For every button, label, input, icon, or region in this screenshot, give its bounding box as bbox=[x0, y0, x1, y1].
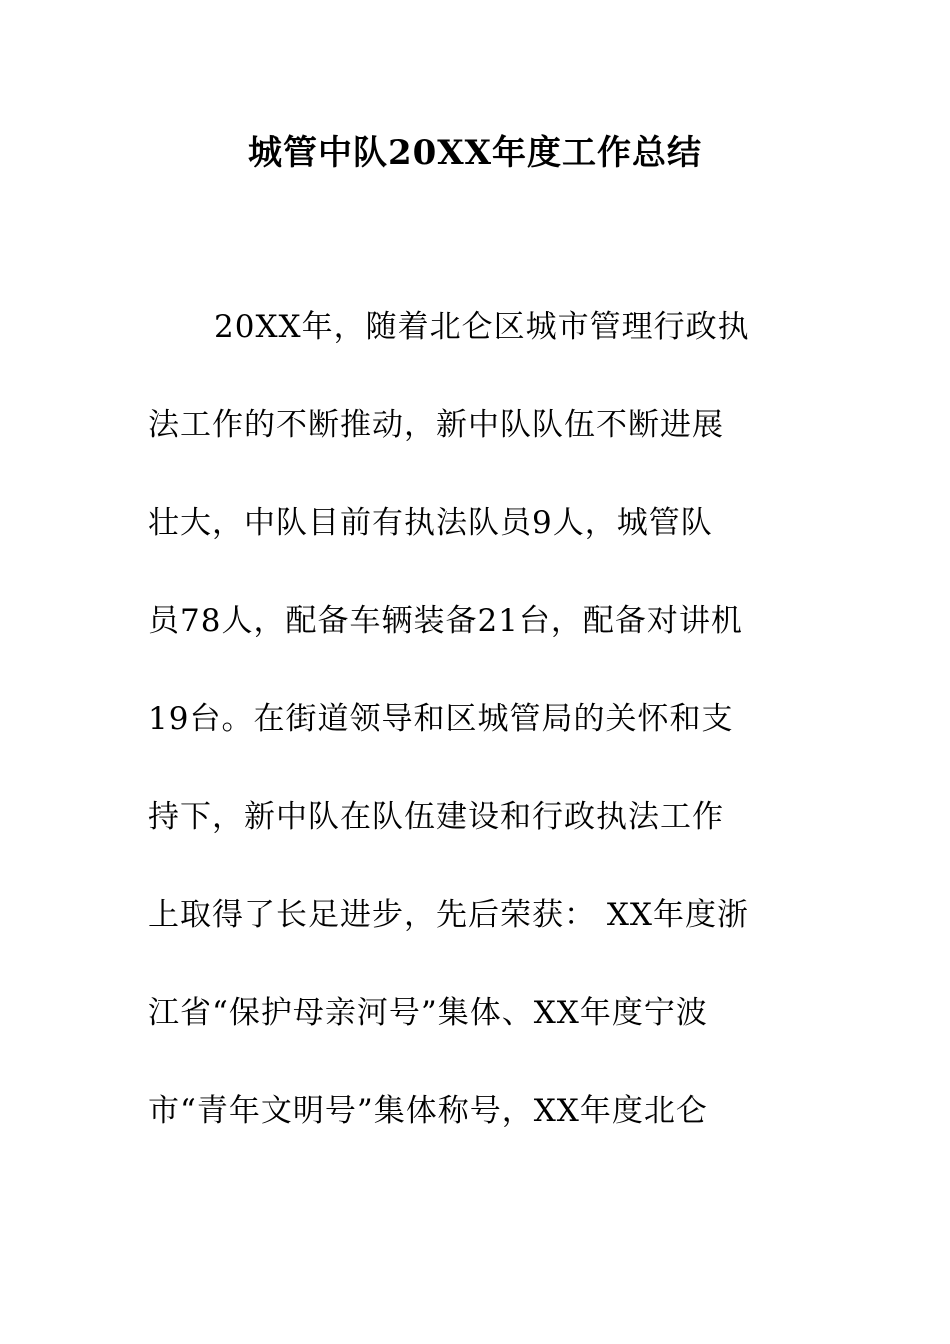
body-line-8: 江省“保护母亲河号”集体、XX年度宁波 bbox=[148, 995, 708, 1031]
body-line-2: 法工作的不断推动，新中队队伍不断进展 bbox=[148, 407, 724, 443]
body-line-1: 20XX年，随着北仑区城市管理行政执 bbox=[214, 309, 750, 345]
body-line-9: 市“青年文明号”集体称号，XX年度北仑 bbox=[148, 1093, 708, 1129]
body-line-3: 壮大，中队目前有执法队员9人，城管队 bbox=[148, 505, 713, 541]
document-title: 城管中队20XX年度工作总结 bbox=[247, 133, 703, 173]
body-line-4: 员78人，配备车辆装备21台，配备对讲机 bbox=[148, 603, 743, 639]
body-line-6: 持下，新中队在队伍建设和行政执法工作 bbox=[148, 799, 724, 835]
body-line-7: 上取得了长足进步，先后荣获： XX年度浙 bbox=[148, 897, 749, 933]
body-line-5: 19台。在街道领导和区城管局的关怀和支 bbox=[148, 701, 734, 737]
document-body bbox=[148, 299, 808, 1181]
